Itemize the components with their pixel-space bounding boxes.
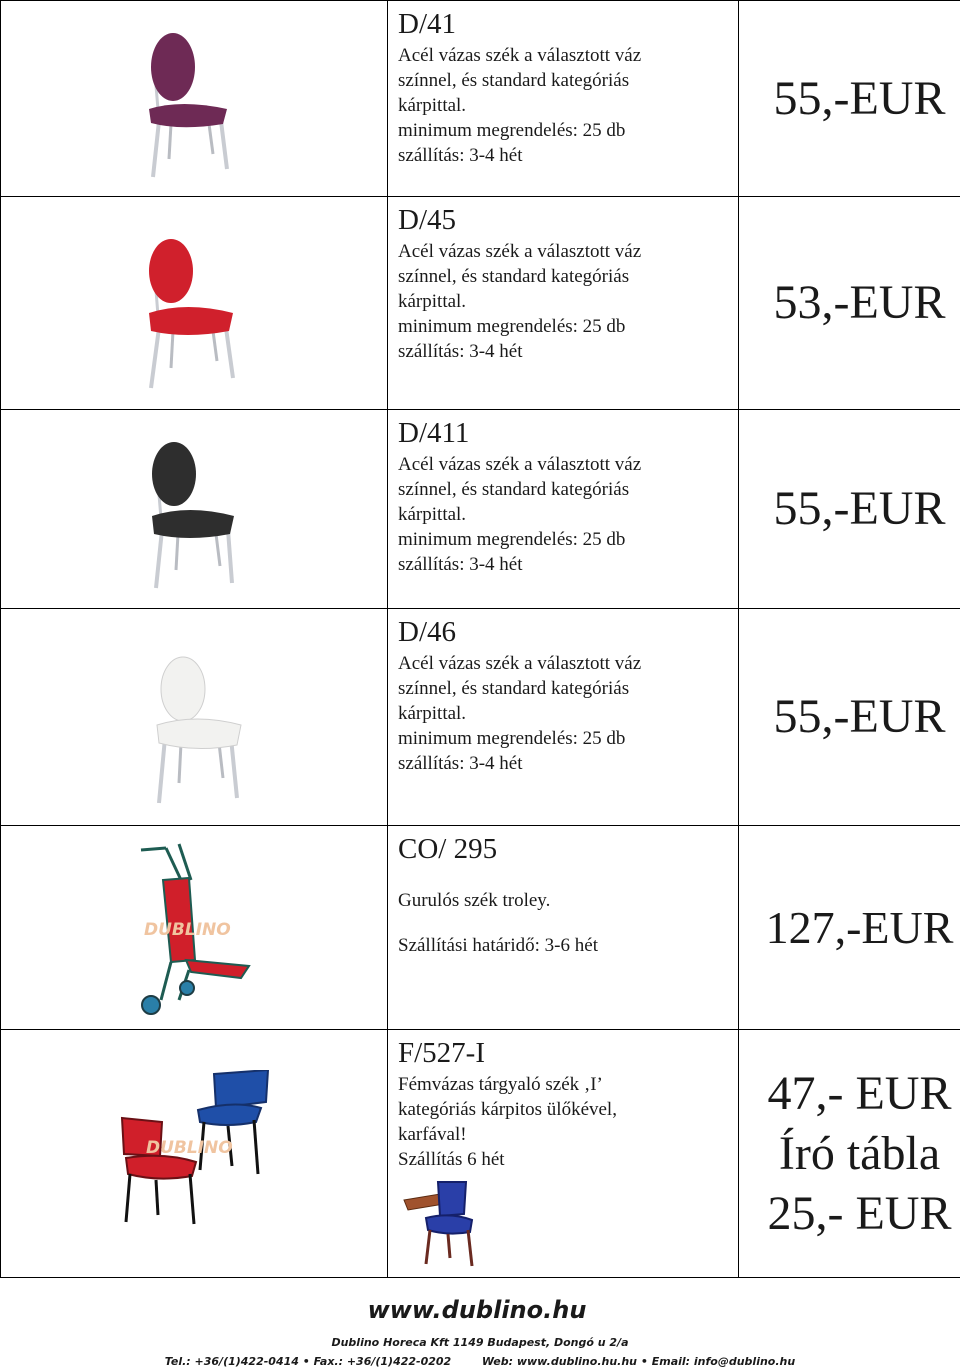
writing-tablet-label: Író tábla (778, 1126, 941, 1180)
banquet-chair-image (131, 29, 241, 189)
footer-contact (0, 1355, 960, 1368)
description-line: szállítás: 3-4 hét (398, 341, 523, 362)
footer-email[interactable]: Email: info@dublino.hu (651, 1355, 796, 1368)
product-description (388, 410, 739, 609)
product-code: F/527-I (398, 1037, 485, 1069)
description-line: szállítás: 3-4 hét (398, 753, 523, 774)
description-line: Acél vázas szék a választott váz (398, 241, 642, 262)
bullet-separator: • (640, 1355, 648, 1368)
dublino-watermark: DUBLINO (144, 920, 231, 940)
price: 55,-EUR (739, 609, 960, 826)
footer-tel: Tel.: +36/(1)422-0414 (164, 1355, 299, 1368)
banquet-chair-image (141, 653, 256, 813)
description-line: karfával! (398, 1124, 467, 1145)
product-image-cell (1, 197, 388, 410)
footer-address: Dublino Horeca Kft 1149 Budapest, Dongó u 2/a (331, 1336, 629, 1349)
description-line: Gurulós szék troley. (398, 890, 551, 911)
description-line: minimum megrendelés: 25 db (398, 316, 626, 337)
description-line: kategóriás kárpitos ülőkével, (398, 1099, 617, 1120)
description-line: színnel, és standard kategóriás (398, 266, 630, 287)
product-code: D/46 (398, 616, 456, 648)
description-line: Acél vázas szék a választott váz (398, 45, 642, 66)
description-line: kárpittal. (398, 95, 467, 116)
description-line: Acél vázas szék a választott váz (398, 454, 642, 475)
price: 47,- EUR (767, 1066, 952, 1120)
description-line: színnel, és standard kategóriás (398, 678, 630, 699)
product-description (388, 1, 739, 197)
description-line: színnel, és standard kategóriás (398, 70, 630, 91)
product-code: D/45 (398, 204, 456, 236)
product-image-cell (1, 410, 388, 609)
product-row (1, 1, 960, 197)
price: 53,-EUR (739, 197, 960, 410)
product-code: D/41 (398, 8, 456, 40)
product-row (1, 826, 960, 1030)
price: 55,-EUR (739, 1, 960, 197)
product-description (388, 609, 739, 826)
price: 127,-EUR (739, 826, 960, 1030)
product-code: CO/ 295 (398, 833, 498, 865)
banquet-chair-image (136, 438, 246, 598)
description-line: kárpittal. (398, 291, 467, 312)
price: 55,-EUR (739, 410, 960, 609)
product-description (388, 197, 739, 410)
price-block (739, 1030, 960, 1278)
description-line: szállítás: 3-4 hét (398, 145, 523, 166)
description-line: minimum megrendelés: 25 db (398, 529, 626, 550)
product-image-cell (1, 1, 388, 197)
description-line: minimum megrendelés: 25 db (398, 728, 626, 749)
description-line: Szállítás 6 hét (398, 1149, 505, 1170)
footer-web[interactable]: Web: www.dublino.hu.hu (481, 1355, 638, 1368)
product-row (1, 609, 960, 826)
product-description (388, 826, 739, 1030)
product-image-cell (1, 1030, 388, 1278)
footer-fax: Fax.: +36/(1)422-0202 (313, 1355, 452, 1368)
description-line: színnel, és standard kategóriás (398, 479, 630, 500)
writing-tablet-price: 25,- EUR (767, 1186, 952, 1240)
description-line: minimum megrendelés: 25 db (398, 120, 626, 141)
product-row (1, 1030, 960, 1278)
writing-tablet-chair-image (400, 1180, 480, 1270)
description-line: Fémvázas tárgyaló szék ‚I’ (398, 1074, 603, 1095)
product-description (388, 1030, 739, 1278)
description-line: szállítás: 3-4 hét (398, 554, 523, 575)
product-image-cell (1, 826, 388, 1030)
description-line: kárpittal. (398, 703, 467, 724)
product-code: D/411 (398, 417, 470, 449)
description-line: Acél vázas szék a választott váz (398, 653, 642, 674)
product-row (1, 410, 960, 609)
description-line: Szállítási határidő: 3-6 hét (398, 935, 598, 956)
dublino-watermark: DUBLINO (146, 1138, 233, 1158)
banquet-chair-image (131, 233, 246, 398)
product-image-cell (1, 609, 388, 826)
description-line: kárpittal. (398, 504, 467, 525)
bullet-separator: • (302, 1355, 310, 1368)
product-row (1, 197, 960, 410)
footer-website[interactable]: www.dublino.hu (367, 1296, 587, 1324)
